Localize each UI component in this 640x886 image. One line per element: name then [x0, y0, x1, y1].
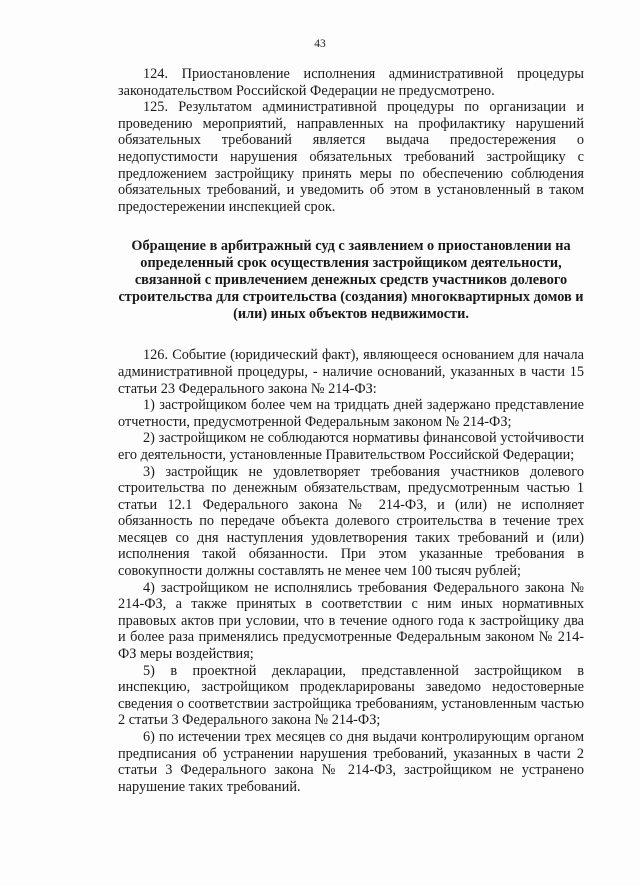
section-heading: Обращение в арбитражный суд с заявлением о приостановлении на определенный срок осуществления застройщиком деятельности, связанной с привлечением денежных средств участников долевого строительства для строительства (создания) многоквартирных домов и (или) иных объектов недвижимости.: [118, 238, 584, 323]
paragraph-126: 126. Событие (юридический факт), являющееся основанием для начала административной процедуры, - наличие оснований, указанных в части 15 статьи 23 Федерального закона № 214-ФЗ:: [118, 347, 584, 397]
list-item-5: 5) в проектной декларации, представленной застройщиком в инспекцию, застройщиком продекларированы заведомо недостоверные сведения о соответствии застройщика требованиям, установленным частью 2 статьи 3 Федерального закона № 214-ФЗ;: [118, 662, 584, 729]
list-item-2: 2) застройщиком не соблюдаются нормативы финансовой устойчивости его деятельности, установленные Правительством Российской Федерации;: [118, 430, 584, 463]
list-item-1: 1) застройщиком более чем на тридцать дней задержано представление отчетности, предусмотренной Федеральным законом № 214-ФЗ;: [118, 397, 584, 430]
page-number: 43: [314, 38, 326, 50]
list-item-6: 6) по истечении трех месяцев со дня выдачи контролирующим органом предписания об устранении нарушения требований, указанных в части 2 статьи 3 Федерального закона № 214-ФЗ, застройщиком не устранено нарушение таких требований.: [118, 729, 584, 795]
document-body: [118, 66, 584, 795]
paragraph-124: 124. Приостановление исполнения административной процедуры законодательством Российской Федерации не предусмотрено.: [118, 66, 584, 99]
list-item-4: 4) застройщиком не исполнялись требования Федерального закона № 214-ФЗ, а также принятых в соответствии с ним иных нормативных правовых актов при условии, что в течение одного года к застройщику два и более раза применялись предусмотренные Федеральным законом № 214-ФЗ меры воздействия;: [118, 579, 584, 663]
list-item-3: 3) застройщик не удовлетворяет требования участников долевого строительства по денежным обязательствам, предусмотренным частью 1 статьи 12.1 Федерального закона № 214-ФЗ, и (или) не исполняет обязанность по передаче объекта долевого строительства в течение трех месяцев со дня наступления удовлетворения таких требований и (или) исполнения такой обязанности. При этом указанные требования в совокупности должны составлять не менее чем 100 тысяч рублей;: [118, 463, 584, 580]
paragraph-125: 125. Результатом административной процедуры по организации и проведению мероприятий, направленных на профилактику нарушений обязательных требований является выдача предостережения о недопустимости нарушения обязательных требований застройщику с предложением застройщику принять меры по обеспечению соблюдения обязательных требований, и уведомить об этом в установленный в таком предостережении инспекцией срок.: [118, 99, 584, 215]
